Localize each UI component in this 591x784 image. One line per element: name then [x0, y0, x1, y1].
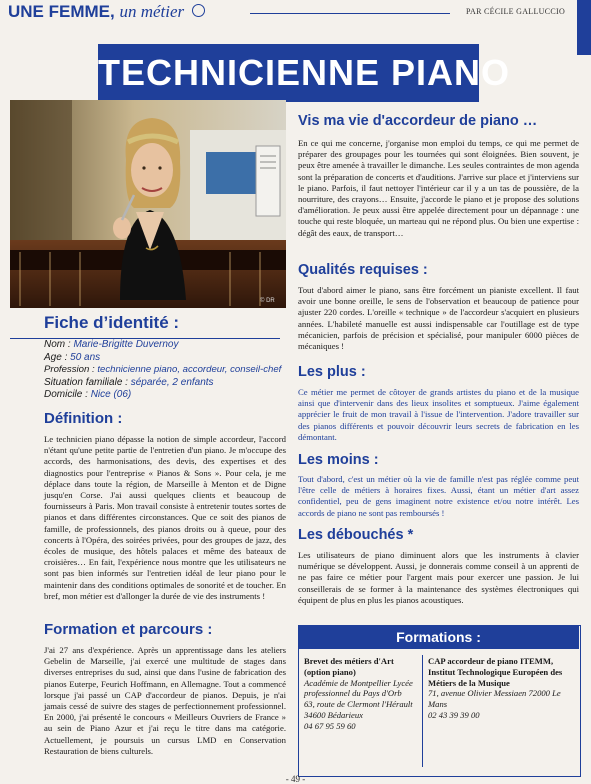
formation-right-phone: 02 43 39 39 00	[428, 709, 480, 720]
page-title: TECHNICIENNE PIANO	[98, 52, 511, 93]
fiche-row-domicile: Domicile : Nice (06)	[44, 389, 132, 400]
rubric-title	[8, 2, 205, 22]
formations-heading: Formations :	[298, 625, 579, 649]
page-number: - 49 -	[285, 774, 306, 784]
fiche-row-name: Nom : Marie-Brigitte Duvernoy	[44, 339, 179, 350]
formation-left-org: Académie de Montpellier Lycée professionnel du Pays d'Orb	[304, 677, 413, 699]
formation-text: J'ai 27 ans d'expérience. Après un apprentissage dans les ateliers Gebelin de Marseille, j'ai exercé une multitude de stages dans diverses entreprises du sud, ainsi que dans l'usine de fabrication des pianos Euterpe, Feurich Hoffmann, en Allemagne. Tout a commencé lorsque j'ai passé un CAP d'accordeur de pianos. Depuis, je n'ai jamais cessé de suivre des stages de perfectionnement professionnel. En 2000, j'ai présenté le concours « Meilleurs Ouvriers de France » au sein de Piano Azur et j'ai reçu le titre dans ma catégorie. Actuellement, je poursuis un cursus LMD en Conservation Restauration de biens culturels.	[44, 645, 286, 756]
plus-text: Ce métier me permet de côtoyer de grands artistes du piano et de la musique ainsi que d'intervenir dans des lieux insolites et somptueux. J'aime également apprécier le fruit de mon travail à l'issue de l'intervention. J'adore travailler sur des pianos différents et pouvoir découvrir leurs secrets de fabrication en les démontant.	[298, 387, 579, 442]
rubric-bold: UNE FEMME,	[8, 2, 115, 21]
rubric-italic: un métier	[119, 2, 185, 21]
portrait-photo	[10, 100, 286, 308]
formation-left-phone: 04 67 95 59 60	[304, 720, 356, 731]
formation-left	[304, 656, 416, 732]
formation-right	[428, 656, 574, 721]
fiche-row-situation: Situation familiale : séparée, 2 enfants	[44, 376, 214, 388]
formation-left-address: 63, route de Clermont l'Hérault 34600 Bédarieux	[304, 699, 413, 720]
qualites-heading: Qualités requises :	[298, 262, 428, 278]
fiche-list	[44, 339, 281, 402]
vie-heading: Vis ma vie d'accordeur de piano …	[298, 113, 538, 129]
vie-text: En ce qui me concerne, j'organise mon emploi du temps, ce qui me permet de préparer des groupages pour les tournées qui sont éloignées. Bien souvent, je peux être amenée à travailler le dimanche. Les seules contraintes de mon agenda sont la préparation de concerts et d'auditions. J'arrive sur place et j'interviens sur le piano. Parfois, il faut nettoyer l'intérieur car il y a un tas de poussière, de la nourriture, des crayons… Ensuite, j'accorde le piano et je propose des solutions d'amélioration. Je peux aussi être appelée directement pour un dépannage : une touche qui reste bloquée, un marteau qui ne répond plus. Ou bien une expertise : dégât des eaux, de transport…	[298, 138, 579, 238]
definition-heading: Définition :	[44, 410, 123, 427]
qualites-text: Tout d'abord aimer le piano, sans être forcément un pianiste excellent. Il faut avoir une bonne oreille, le sens de l'observation et beaucoup de patience pour ajuster 220 cordes. L'oreille « technique » de l'accordeur s'acquiert en plusieurs années. L'habileté manuelle est aussi indispensable car l'outillage est de type mécanicien, parfois de précision et spécialisé, pour manipuler 6000 pièces de mécaniques !	[298, 285, 579, 352]
definition-text: Le technicien piano dépasse la notion de simple accordeur, l'accord n'étant qu'une petite partie de l'entretien d'un piano. Je m'occupe des accords, des harmonisations, des devis, des expertises et des diagnostics pour l'entreprise « Pianos & Sons ». Pour cela, je me déplace dans toute la région, de Marseille à Menton et de Digne jusqu'en Corse. J'ai aussi quelques clients et beaucoup de fournisseurs à Paris. Mon travail consiste à entretenir toutes sortes de pianos et dans différentes circonstances. Que ce soit des pianos de famille, de professionnels, des pianos droits ou à queue, pour des concerts à l'Opéra, des soirées privées, pour des groupes de jazz, des écoles de musique, des hôtels palaces et même des bateaux de croisières… En fait, l'expérience nous montre que les utilisateurs ne sont pas bien informés sur l'entretien idéal de leur piano pour le maintenir dans des conditions optimales de sonorité et de toucher. En bref, mon métier est d'allonger la durée de vie des instruments !	[44, 434, 286, 601]
portrait-illustration	[10, 100, 286, 308]
fiche-heading: Fiche d’identité :	[44, 313, 180, 332]
formation-left-title: Brevet des métiers d'Art (option piano)	[304, 656, 394, 677]
header-rule	[250, 13, 450, 14]
formation-right-title: CAP accordeur de piano ITEMM, Institut Technologique Européen des Métiers de la Musique	[428, 656, 563, 688]
svg-text:© DR: © DR	[260, 298, 275, 304]
moins-text: Tout d'abord, c'est un métier où la vie de famille n'est pas réglée comme peut l'être celle de métiers à horaires fixes. Aussi, étant un métier d'art assez confidentiel, peu de gens imaginent notre existence et/ou notre intérêt. Les accords de piano ne sont pas remboursés !	[298, 474, 579, 518]
byline: PAR CÉCILE GALLUCCIO	[466, 7, 566, 16]
debouches-heading: Les débouchés *	[298, 527, 414, 543]
fiche-row-age: Age : 50 ans	[44, 351, 101, 363]
formation-heading: Formation et parcours :	[44, 621, 213, 638]
moins-heading: Les moins :	[298, 452, 379, 468]
formations-divider	[422, 655, 423, 767]
fiche-row-profession: Profession : technicienne piano, accordeur, conseil-chef	[44, 364, 282, 375]
plus-heading: Les plus :	[298, 364, 366, 380]
formation-right-address: 71, avenue Olivier Messiaen 72000 Le Mans	[428, 688, 561, 710]
side-tab	[577, 0, 591, 55]
rubric-circle-icon	[192, 4, 205, 17]
debouches-text: Les utilisateurs de piano diminuent alors que les instruments à clavier numérique se développent. Aussi, je donnerais comme conseil à un apprenti de ne pas faire ce métier pour l'argent mais pour exercer une passion. Je lui conseillerais de se former à la maintenance des systèmes électroniques qui équipent de plus en plus les pianos acoustiques.	[298, 550, 579, 605]
